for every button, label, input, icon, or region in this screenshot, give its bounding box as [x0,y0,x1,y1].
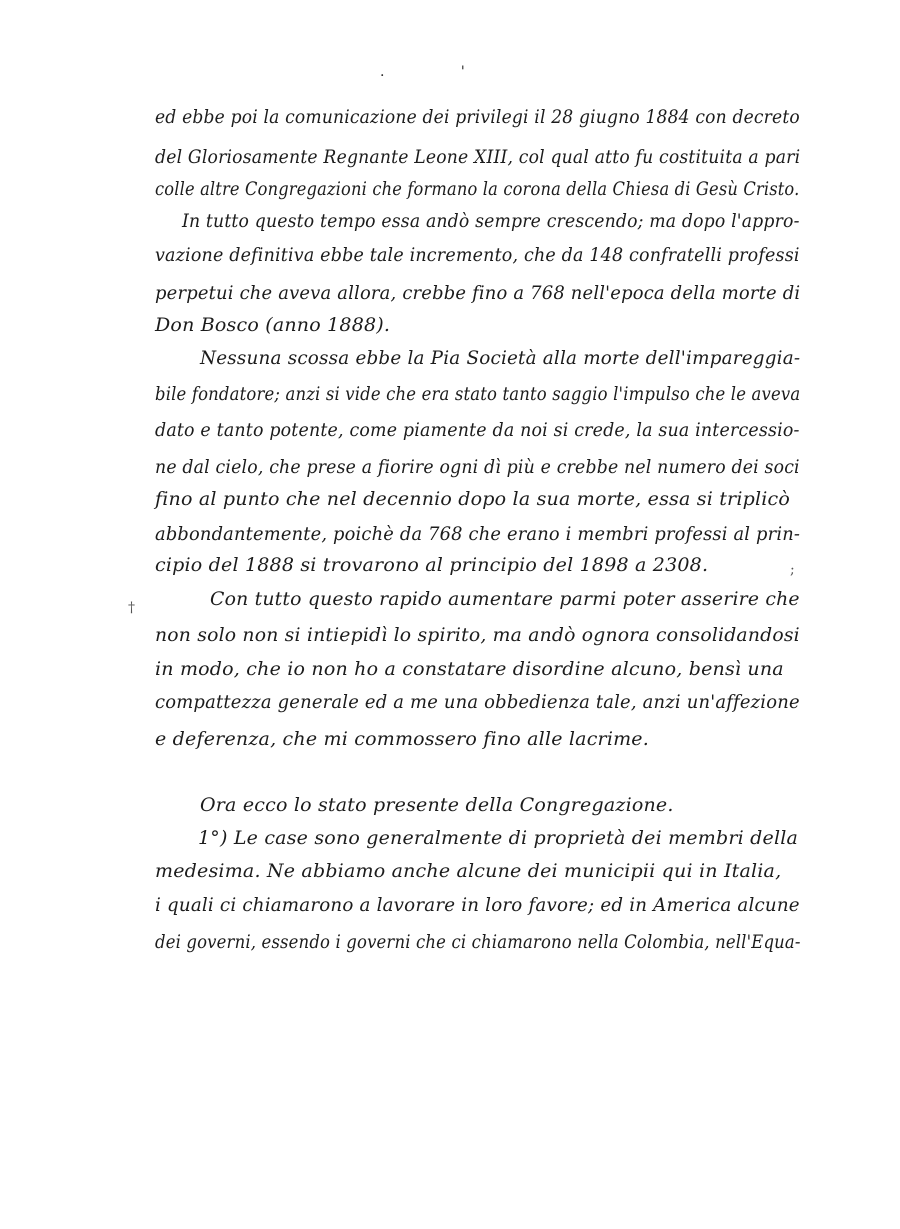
manuscript-line: colle altre Congregazioni che formano la corona della Chiesa di Gesù Cristo. [155,178,800,200]
manuscript-line: perpetui che aveva allora, crebbe fino a 768 nell'epoca della morte di [155,282,801,304]
left-margin-mark: † [128,600,135,616]
manuscript-line: bile fondatore; anzi si vide che era stato tanto saggio l'impulso che le aveva [155,383,801,405]
manuscript-line: dei governi, essendo i governi che ci chiamarono nella Colombia, nell'Equa- [155,931,801,953]
right-margin-mark: ; [790,562,795,578]
manuscript-line: abbondantemente, poichè da 768 che erano i membri professi al prin- [155,523,801,545]
manuscript-line: e deferenza, che mi commossero fino alle lacrime. [155,728,649,750]
manuscript-line: cipio del 1888 si trovarono al principio del 1898 a 2308. [155,554,709,576]
manuscript-line: compattezza generale ed a me una obbedienza tale, anzi un'affezione [155,691,800,713]
manuscript-line: 1°) Le case sono generalmente di proprietà dei membri della [198,827,799,849]
manuscript-line: fino al punto che nel decennio dopo la sua morte, essa si triplicò [155,488,791,510]
manuscript-line: In tutto questo tempo essa andò sempre crescendo; ma dopo l'appro- [182,210,800,232]
manuscript-line: vazione definitiva ebbe tale incremento, che da 148 confratelli professi [155,244,800,266]
page-top-marks: . ' [380,64,501,80]
manuscript-line: in modo, che io non ho a constatare disordine alcuno, bensì una [155,658,784,680]
manuscript-line: Don Bosco (anno 1888). [155,314,391,336]
manuscript-line: Nessuna scossa ebbe la Pia Società alla morte dell'impareggia- [200,347,801,369]
section-heading: Ora ecco lo stato presente della Congregazione. [200,794,674,816]
manuscript-line: medesima. Ne abbiamo anche alcune dei municipii qui in Italia, [155,860,782,882]
manuscript-line: dato e tanto potente, come piamente da noi si crede, la sua intercessio- [155,419,800,441]
manuscript-line: i quali ci chiamarono a lavorare in loro favore; ed in America alcune [155,894,800,916]
manuscript-line: ne dal cielo, che prese a fiorire ogni dì più e crebbe nel numero dei soci [155,456,800,478]
manuscript-line: Con tutto questo rapido aumentare parmi poter asserire che [210,588,800,610]
manuscript-line: ed ebbe poi la comunicazione dei privilegi il 28 giugno 1884 con decreto [155,106,800,128]
manuscript-line: non solo non si intiepidì lo spirito, ma andò ognora consolidandosi [155,624,800,646]
manuscript-line: del Gloriosamente Regnante Leone XIII, col qual atto fu costituita a pari [155,146,801,168]
